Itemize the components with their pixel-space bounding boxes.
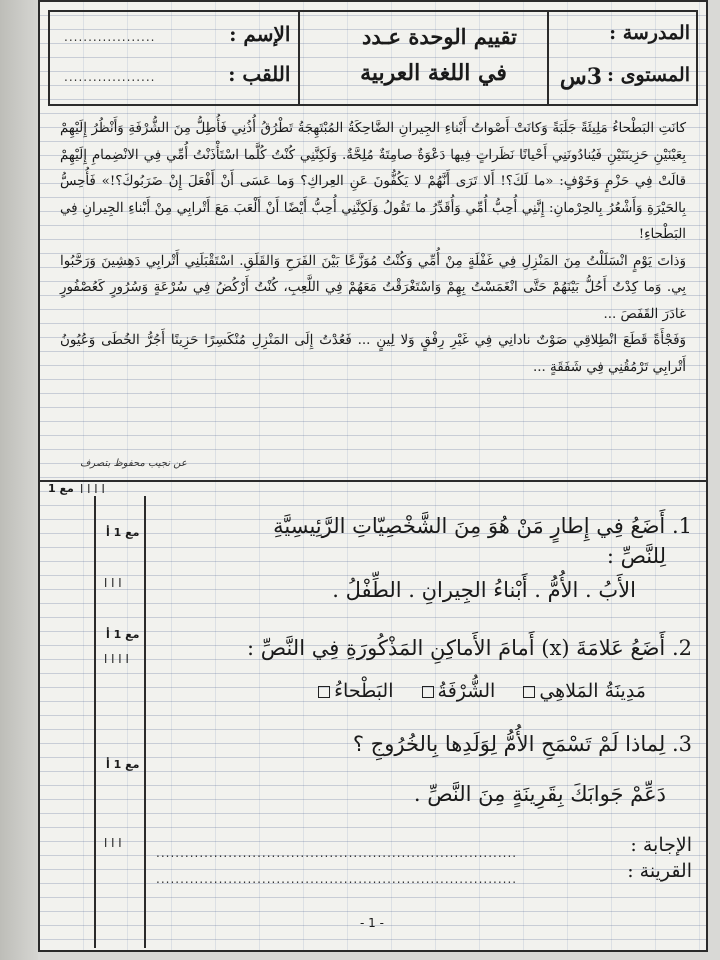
- exam-title: تقييم الوحدة عـدد: [362, 24, 517, 49]
- section-divider: [40, 480, 706, 482]
- evidence-blank[interactable]: ...........................................................................: [156, 872, 518, 886]
- exam-sheet: [38, 0, 708, 952]
- place-option: البَطْحاءُ: [334, 680, 394, 702]
- criteria-column: [94, 496, 146, 948]
- question-1-cont: لِلنَّصِّ :: [606, 544, 666, 568]
- questions-area: [40, 496, 706, 948]
- name-blank[interactable]: ...................: [64, 30, 156, 44]
- level-value: 3س: [559, 64, 602, 90]
- surname-label: اللقب :: [228, 62, 291, 86]
- level-label: المستوى :: [606, 64, 690, 86]
- page-number: - 1 -: [360, 916, 384, 930]
- evidence-label: القرينة :: [627, 860, 692, 882]
- exam-subject: في اللغة العربية: [360, 60, 507, 86]
- passage-source: عن نجيب محفوظ بتصرف: [80, 458, 187, 469]
- exam-header: [48, 10, 698, 106]
- passage-paragraph: كانَتِ البَطْحاءُ مَلِيئَةً جَلَبَةً وَكانَتْ أَصْواتُ أَبْناءِ الجِيرانِ الضَّاحِكَةُ المُبْتَهِجَةُ تَطْرُقُ أُذُنِي فَأُطِلُّ مِنَ الشُّرْفَةِ وَأَنْظُرُ إِلَيْهِمْ بِعَيْنَيْنِ حَزِينَتَيْنِ فَيُنادُونَنِي أَحْيانًا نَظَراتٍ فِيها دَعْوَةٌ صامِتَةٌ مُلِحَّةٌ. وَلَكِنَّنِي كُنْتُ كُلَّما اسْتَأْذَنْتُ أُمِّي فِي الانْضِمامِ إِلَيْهِمْ قالَتْ فِي حَزْمٍ وَخَوْفٍ: «ما لَكَ؟! أَلا تَرَى أَنَّهُمْ لا يَكُفُّونَ عَنِ العِراكِ؟ وَما عَسَى أَنْ أَفْعَلَ إِنْ ضَرَبُوكَ؟!» فَأُحِسُّ بِالحَيْرَةِ وَأَشْعُرُ بِالحِرْمانِ: إِنَّنِي أُحِبُّ أُمِّي وَأُقَدِّرُ ما تَقُولُ وَلَكِنَّنِي أُحِبُّ أَيْضًا أَنْ أَلْعَبَ مَعَ أَتْرابِي مِنْ أَبْناءِ الجِيرانِ فِي البَطْحاءِ!: [60, 121, 686, 242]
- name-cell: [50, 12, 298, 104]
- criteria-head-marks: ا ا ا ا: [80, 482, 105, 496]
- question-3-instruction: دَعِّمْ جَوابَكَ بِقَرِينَةٍ مِنَ النَّصِّ .: [413, 782, 666, 806]
- question-3: 3. لِماذا لَمْ تَسْمَحِ الأُمُّ لِوَلَدِها بِالخُرُوجِ ؟: [352, 732, 692, 756]
- title-cell: [298, 12, 546, 104]
- score-marks-q1[interactable]: ا ا ا: [104, 576, 122, 590]
- question-2: 2. أَضَعُ عَلامَةَ (x) أَمامَ الأَماكِنِ المَذْكُورَةِ فِي النَّصِّ :: [246, 636, 692, 660]
- criteria-head: مع 1: [48, 482, 74, 495]
- criterion-q1: مع 1 أ: [106, 526, 140, 539]
- answer-label: الإجابة :: [630, 834, 692, 856]
- checkbox[interactable]: [523, 686, 535, 698]
- question-1-options[interactable]: الأَبُ . الأُمُّ . أَبْناءُ الجِيرانِ . الطِّفْلُ .: [332, 578, 636, 602]
- place-option: مَدِينَةُ المَلاهِي: [539, 680, 646, 702]
- school-label: المدرسة :: [609, 22, 690, 44]
- place-option: الشُّرْفَةُ: [437, 680, 496, 702]
- questions-content: [146, 496, 706, 948]
- page-binding-edge: [0, 0, 38, 960]
- score-marks-q3[interactable]: ا ا ا: [104, 836, 122, 850]
- checkbox[interactable]: [318, 686, 330, 698]
- surname-blank[interactable]: ...................: [64, 70, 156, 84]
- school-level-cell: [547, 12, 696, 104]
- reading-passage: [50, 114, 696, 476]
- checkbox[interactable]: [422, 686, 434, 698]
- criterion-q3: مع 1 أ: [106, 758, 140, 771]
- name-label: الإسم :: [229, 22, 291, 46]
- question-2-options: [314, 680, 646, 702]
- score-marks-q2[interactable]: ا ا ا ا: [104, 652, 129, 666]
- criterion-q2: مع 1 أ: [106, 628, 140, 641]
- passage-paragraph: وَذاتَ يَوْمٍ انْسَلَلْتُ مِنَ المَنْزِلِ فِي غَفْلَةٍ مِنْ أُمِّي وَكُنْتُ مُوَزَّعًا بَيْنَ الفَرَحِ وَالقَلَقِ. اسْتَقْبَلَنِي أَتْرابِي دَهِشِينَ وَرَحَّبُوا بِي. وَما كِدْتُ أَحُلُّ بَيْنَهُمْ حَتَّى انْغَمَسْتُ بِهِمْ وَاسْتَغْرَقْتُ مَعَهُمْ فِي اللَّعِبِ، كُنْتُ أَرْكُضُ فِي سُرْعَةٍ وَسُرُورٍ كَعُصْفُورٍ غادَرَ القَفَصَ ...: [60, 253, 686, 322]
- passage-paragraph: وَفَجْأَةً قَطَعَ انْطِلاقِي صَوْتٌ نادانِي فِي غَيْرِ رِفْقٍ وَلا لِينٍ ... فَعُدْتُ إِلَى المَنْزِلِ مُنْكَسِرًا حَزِينًا أَجُرُّ الخُطَى وَعُيُونُ أَتْرابِي تَرْمُقُنِي فِي شَفَقَةٍ ...: [60, 333, 686, 375]
- answer-blank[interactable]: ...........................................................................: [156, 846, 518, 860]
- question-1: 1. أَضَعُ فِي إِطارٍ مَنْ هُوَ مِنَ الشَّخْصِيّاتِ الرَّئِيسِيَّةِ: [273, 514, 692, 538]
